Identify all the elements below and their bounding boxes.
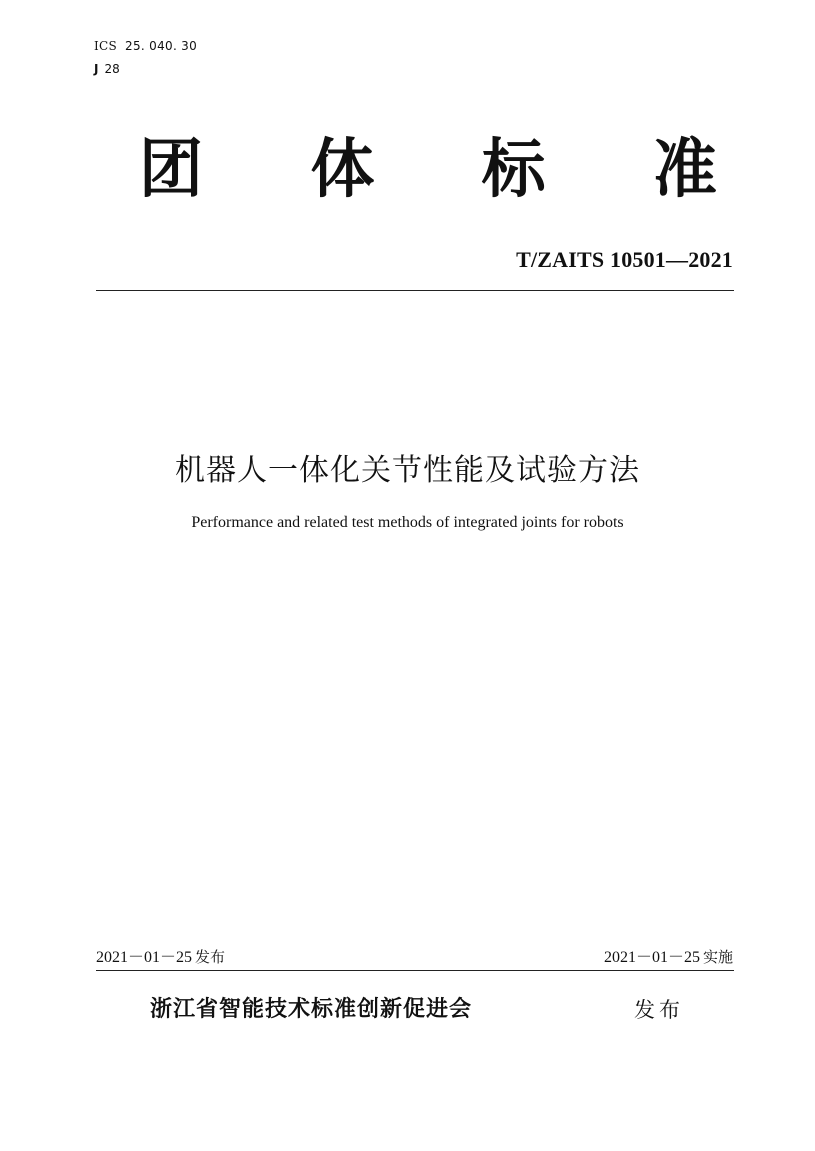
issue-word: 发布 (634, 998, 684, 1022)
classification-label: J (94, 62, 99, 76)
issue-date-line (96, 944, 225, 967)
document-title-chinese: 机器人一体化关节性能及试验方法 (175, 453, 640, 488)
implementation-date-line (604, 944, 733, 967)
standard-number: T/ZAITS 10501—2021 (516, 247, 733, 272)
document-title-english: Performance and related test methods of integrated joints for robots (191, 514, 624, 531)
ics-label: ICS (94, 39, 118, 53)
standard-type-char: 体 (310, 132, 375, 207)
issuing-organization: 浙江省智能技术标准创新促进会 (150, 997, 473, 1022)
standard-type-char: 团 (139, 132, 203, 207)
bottom-divider (96, 970, 734, 971)
issue-date: 2021－01－25 (96, 949, 193, 966)
standard-type-char: 准 (652, 132, 717, 207)
ics-code: 25. 040. 30 (125, 39, 198, 53)
classification-code-line (94, 62, 120, 76)
classification-code: 28 (104, 62, 120, 76)
standard-type-char: 标 (481, 132, 546, 207)
issue-date-suffix: 发布 (195, 948, 226, 966)
standard-type-heading (128, 132, 728, 207)
implementation-date: 2021－01－25 (603, 949, 700, 966)
top-divider (96, 290, 734, 291)
implementation-date-suffix: 实施 (702, 948, 733, 966)
ics-code-line (94, 39, 197, 53)
